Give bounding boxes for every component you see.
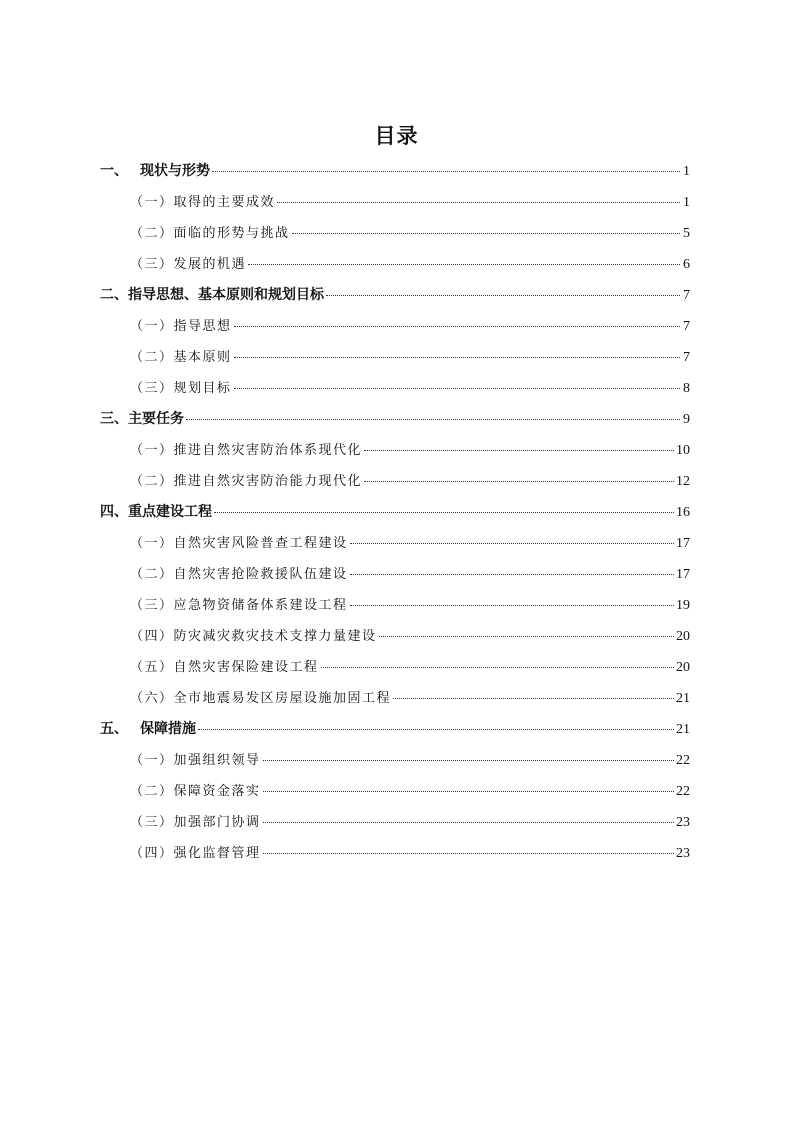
toc-entry-label (130, 187, 275, 218)
toc-entry-number: 三、 (100, 411, 128, 427)
toc-entry-number: （四） (130, 846, 174, 861)
dot-leader (350, 605, 674, 606)
dot-leader (234, 326, 680, 327)
toc-entry-number: （三） (130, 257, 174, 272)
toc-entry-number: 五、 (100, 721, 128, 737)
toc-section-entry[interactable] (100, 156, 690, 187)
toc-subsection-entry[interactable] (100, 590, 690, 621)
toc-entry-number: 一、 (100, 163, 128, 179)
toc-entry-label (130, 652, 319, 683)
toc-entry-label (130, 590, 348, 621)
toc-entry-number: （六） (130, 691, 174, 706)
toc-subsection-entry[interactable] (100, 807, 690, 838)
toc-entry-number: （二） (130, 350, 174, 365)
toc-entry-text: 自然灾害保险建设工程 (173, 660, 319, 675)
toc-entry-text: 规划目标 (173, 381, 232, 396)
toc-subsection-entry[interactable] (100, 559, 690, 590)
toc-entry-text: 自然灾害风险普查工程建设 (173, 536, 348, 551)
dot-leader (212, 171, 680, 172)
toc-entry-label (130, 311, 232, 342)
dot-leader (364, 481, 674, 482)
toc-entry-number: （二） (130, 567, 174, 582)
toc-page-number: 9 (683, 412, 690, 427)
toc-entry-number: （四） (130, 629, 174, 644)
toc-page-number: 20 (676, 660, 690, 675)
toc-entry-text: 保障资金落实 (173, 784, 261, 799)
toc-page-number: 22 (676, 784, 690, 799)
toc-section-entry[interactable] (100, 280, 690, 311)
dot-leader (234, 357, 680, 358)
toc-entry-number: （一） (130, 443, 174, 458)
toc-page-number: 1 (683, 195, 690, 210)
toc-page-number: 23 (676, 815, 690, 830)
toc-page-number: 8 (683, 381, 690, 396)
toc-entry-number: （一） (130, 195, 174, 210)
toc-entry-text: 指导思想、基本原则和规划目标 (128, 287, 324, 303)
toc-entry-label (130, 249, 246, 280)
toc-page-number: 5 (683, 226, 690, 241)
toc-page-number: 22 (676, 753, 690, 768)
toc-page-number: 7 (683, 319, 690, 334)
dot-leader (326, 295, 680, 296)
toc-entry-text: 推进自然灾害防治能力现代化 (173, 474, 363, 489)
toc-subsection-entry[interactable] (100, 838, 690, 869)
toc-page-number: 7 (683, 288, 690, 303)
toc-section-entry[interactable] (100, 714, 690, 745)
table-of-contents (100, 156, 690, 869)
toc-entry-label (130, 528, 348, 559)
toc-page-number: 6 (683, 257, 690, 272)
toc-entry-text: 保障措施 (140, 721, 196, 737)
toc-entry-label (130, 807, 261, 838)
toc-page-number: 23 (676, 846, 690, 861)
toc-entry-number: （三） (130, 815, 174, 830)
toc-entry-text: 基本原则 (173, 350, 232, 365)
toc-subsection-entry[interactable] (100, 342, 690, 373)
toc-page-number: 16 (676, 505, 690, 520)
toc-subsection-entry[interactable] (100, 528, 690, 559)
toc-entry-number: 四、 (100, 504, 128, 520)
toc-page-number: 21 (676, 691, 690, 706)
toc-entry-number: （一） (130, 536, 174, 551)
toc-subsection-entry[interactable] (100, 683, 690, 714)
toc-entry-label (130, 435, 362, 466)
dot-leader (350, 543, 674, 544)
toc-entry-number: （二） (130, 474, 174, 489)
toc-entry-number: （二） (130, 226, 174, 241)
toc-entry-number: 二、 (100, 287, 128, 303)
toc-page-number: 1 (683, 164, 690, 179)
toc-page-number: 17 (676, 567, 690, 582)
toc-entry-text: 加强部门协调 (173, 815, 261, 830)
toc-entry-text: 全市地震易发区房屋设施加固工程 (173, 691, 392, 706)
toc-entry-number: （三） (130, 381, 174, 396)
toc-subsection-entry[interactable] (100, 187, 690, 218)
toc-entry-label (130, 559, 348, 590)
toc-entry-number: （一） (130, 753, 174, 768)
toc-title: 目录 (374, 124, 419, 148)
dot-leader (263, 853, 674, 854)
toc-entry-label (100, 280, 324, 311)
toc-entry-text: 加强组织领导 (173, 753, 261, 768)
toc-entry-label (130, 683, 391, 714)
toc-subsection-entry[interactable] (100, 466, 690, 497)
toc-entry-text: 重点建设工程 (128, 504, 212, 520)
toc-page-number: 10 (676, 443, 690, 458)
dot-leader (198, 729, 674, 730)
toc-section-entry[interactable] (100, 497, 690, 528)
dot-leader (350, 574, 674, 575)
toc-entry-label (130, 466, 362, 497)
toc-entry-label (130, 621, 377, 652)
toc-subsection-entry[interactable] (100, 621, 690, 652)
dot-leader (248, 264, 680, 265)
toc-entry-number: （一） (130, 319, 174, 334)
toc-entry-number: （三） (130, 598, 174, 613)
dot-leader (277, 202, 680, 203)
toc-subsection-entry[interactable] (100, 218, 690, 249)
toc-subsection-entry[interactable] (100, 249, 690, 280)
toc-entry-label (130, 776, 261, 807)
toc-entry-text: 现状与形势 (140, 163, 210, 179)
toc-subsection-entry[interactable] (100, 311, 690, 342)
toc-page-number: 20 (676, 629, 690, 644)
toc-entry-label (130, 342, 232, 373)
dot-leader (364, 450, 674, 451)
toc-entry-label (130, 218, 290, 249)
dot-leader (379, 636, 674, 637)
toc-entry-label (100, 404, 184, 435)
toc-page-number: 17 (676, 536, 690, 551)
toc-entry-text: 防灾减灾救灾技术支撑力量建设 (173, 629, 377, 644)
toc-entry-text: 取得的主要成效 (173, 195, 276, 210)
toc-entry-text: 自然灾害抢险救援队伍建设 (173, 567, 348, 582)
dot-leader (393, 698, 674, 699)
dot-leader (214, 512, 674, 513)
dot-leader (263, 822, 674, 823)
toc-entry-label (100, 714, 196, 745)
toc-entry-text: 指导思想 (173, 319, 232, 334)
dot-leader (263, 760, 674, 761)
toc-entry-label (100, 497, 212, 528)
toc-entry-text: 应急物资储备体系建设工程 (173, 598, 348, 613)
toc-entry-label (130, 373, 232, 404)
toc-subsection-entry[interactable] (100, 373, 690, 404)
toc-entry-label (130, 838, 261, 869)
toc-section-entry[interactable] (100, 404, 690, 435)
toc-entry-text: 面临的形势与挑战 (173, 226, 290, 241)
toc-subsection-entry[interactable] (100, 435, 690, 466)
toc-page-number: 19 (676, 598, 690, 613)
toc-entry-text: 推进自然灾害防治体系现代化 (173, 443, 363, 458)
toc-entry-text: 强化监督管理 (173, 846, 261, 861)
dot-leader (263, 791, 674, 792)
toc-subsection-entry[interactable] (100, 652, 690, 683)
toc-entry-text: 发展的机遇 (173, 257, 247, 272)
toc-entry-label (130, 745, 261, 776)
dot-leader (234, 388, 680, 389)
toc-page-number: 12 (676, 474, 690, 489)
toc-page-number: 7 (683, 350, 690, 365)
toc-page-number: 21 (676, 722, 690, 737)
toc-entry-number: （五） (130, 660, 174, 675)
toc-entry-text: 主要任务 (128, 411, 184, 427)
dot-leader (186, 419, 680, 420)
toc-entry-number: （二） (130, 784, 174, 799)
dot-leader (292, 233, 680, 234)
toc-subsection-entry[interactable] (100, 776, 690, 807)
toc-entry-label (100, 156, 210, 187)
dot-leader (321, 667, 674, 668)
toc-subsection-entry[interactable] (100, 745, 690, 776)
